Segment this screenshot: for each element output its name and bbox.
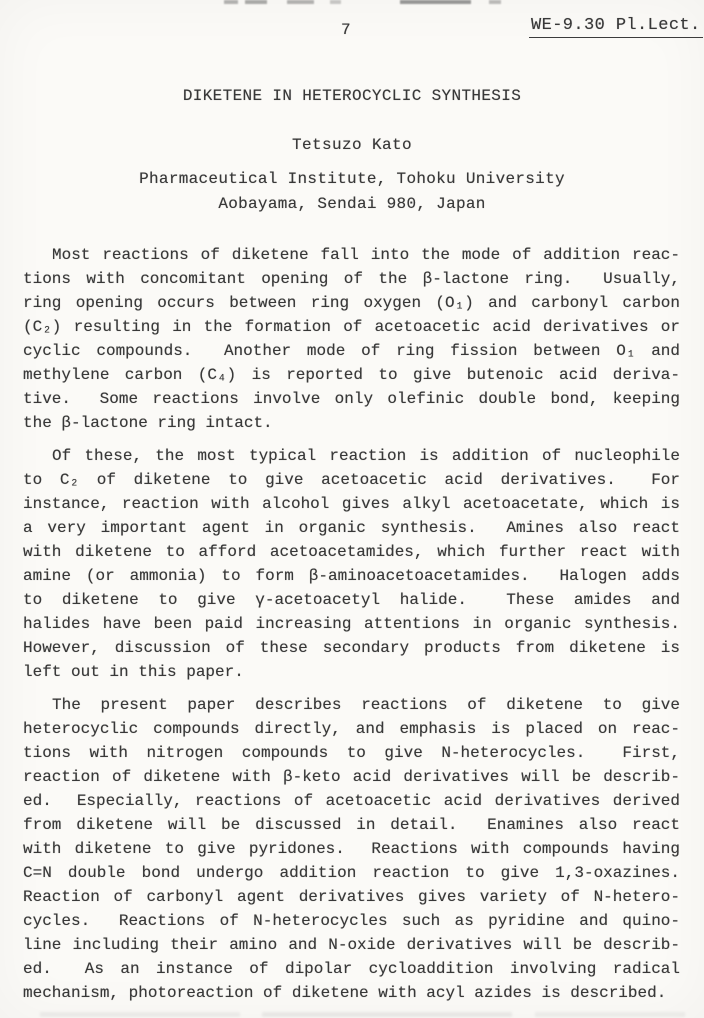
text-line: instance, reaction with alcohol gives alkyl acetoacetate, which is xyxy=(23,495,680,513)
text-line: left out in this paper. xyxy=(23,663,244,681)
text-line: The present paper describes reactions of diketene to give xyxy=(52,696,680,714)
scan-artifact xyxy=(330,0,341,4)
text-line: mechanism, photoreaction of diketene with acyl azides is described. xyxy=(23,984,667,1002)
paper-title: DIKETENE IN HETEROCYCLIC SYNTHESIS xyxy=(182,87,522,105)
text-line: amine (or ammonia) to form β-aminoacetoacetamides. Halogen adds xyxy=(23,567,680,585)
scan-artifact xyxy=(287,0,314,4)
affiliation-institute: Pharmaceutical Institute, Tohoku University xyxy=(139,170,565,188)
scan-artifact xyxy=(40,1012,240,1017)
scan-artifact xyxy=(489,0,501,4)
text-line: ring opening occurs between ring oxygen (O₁) and carbonyl carbon xyxy=(23,294,680,312)
scan-artifact xyxy=(262,1012,512,1017)
paragraph-1 xyxy=(23,243,680,435)
text-line: to C₂ of diketene to give acetoacetic acid derivatives. For xyxy=(23,471,680,489)
text-line: reaction of diketene with β-keto acid derivatives will be describ- xyxy=(23,768,680,786)
text-line: tive. Some reactions involve only olefinic double bond, keeping xyxy=(23,390,680,408)
text-line: with diketene to afford acetoacetamides, which further react with xyxy=(23,543,680,561)
text-line: cycles. Reactions of N-heterocycles such as pyridine and quino- xyxy=(23,912,680,930)
text-line: the β-lactone ring intact. xyxy=(23,414,273,432)
scan-artifact xyxy=(400,0,471,4)
scan-artifact xyxy=(245,0,267,4)
author-name: Tetsuzo Kato xyxy=(291,136,413,154)
text-line: a very important agent in organic synthesis. Amines also react xyxy=(23,519,680,537)
text-line: ed. Especially, reactions of acetoacetic acid derivatives derived xyxy=(23,792,680,810)
text-line: However, discussion of these secondary products from diketene is xyxy=(23,639,680,657)
paragraph-2 xyxy=(23,444,680,684)
text-line: from diketene will be discussed in detail. Enamines also react xyxy=(23,816,680,834)
abstract-body xyxy=(23,243,680,1005)
session-code-label: WE-9.30 Pl.Lect. xyxy=(529,16,703,38)
text-line: with diketene to give pyridones. Reactions with compounds having xyxy=(23,840,680,858)
text-line: methylene carbon (C₄) is reported to give butenoic acid deriva- xyxy=(23,366,680,384)
text-line: to diketene to give γ-acetoacetyl halide. These amides and xyxy=(23,591,680,609)
text-line: tions with nitrogen compounds to give N-heterocycles. First, xyxy=(23,744,680,762)
text-line: C=N double bond undergo addition reaction to give 1,3-oxazines. xyxy=(23,864,680,882)
text-line: cyclic compounds. Another mode of ring fission between O₁ and xyxy=(23,342,680,360)
text-line: Of these, the most typical reaction is addition of nucleophile xyxy=(52,447,680,465)
paragraph-3 xyxy=(23,693,680,1005)
text-line: heterocyclic compounds directly, and emphasis is placed on reac- xyxy=(23,720,680,738)
text-line: tions with concomitant opening of the β-lactone ring. Usually, xyxy=(23,270,680,288)
text-line: ed. As an instance of dipolar cycloaddition involving radical xyxy=(23,960,680,978)
affiliation-address: Aobayama, Sendai 980, Japan xyxy=(218,195,486,213)
text-line: line including their amino and N-oxide derivatives will be describ- xyxy=(23,936,680,954)
text-line: Reaction of carbonyl agent derivatives gives variety of N-hetero- xyxy=(23,888,680,906)
text-line: Most reactions of diketene fall into the mode of addition reac- xyxy=(52,246,680,264)
page-number: 7 xyxy=(341,21,351,39)
text-line: (C₂) resulting in the formation of acetoacetic acid derivatives or xyxy=(23,318,680,336)
scan-artifact xyxy=(535,1012,685,1017)
scan-artifact xyxy=(224,0,238,4)
text-line: halides have been paid increasing attentions in organic synthesis. xyxy=(23,615,680,633)
